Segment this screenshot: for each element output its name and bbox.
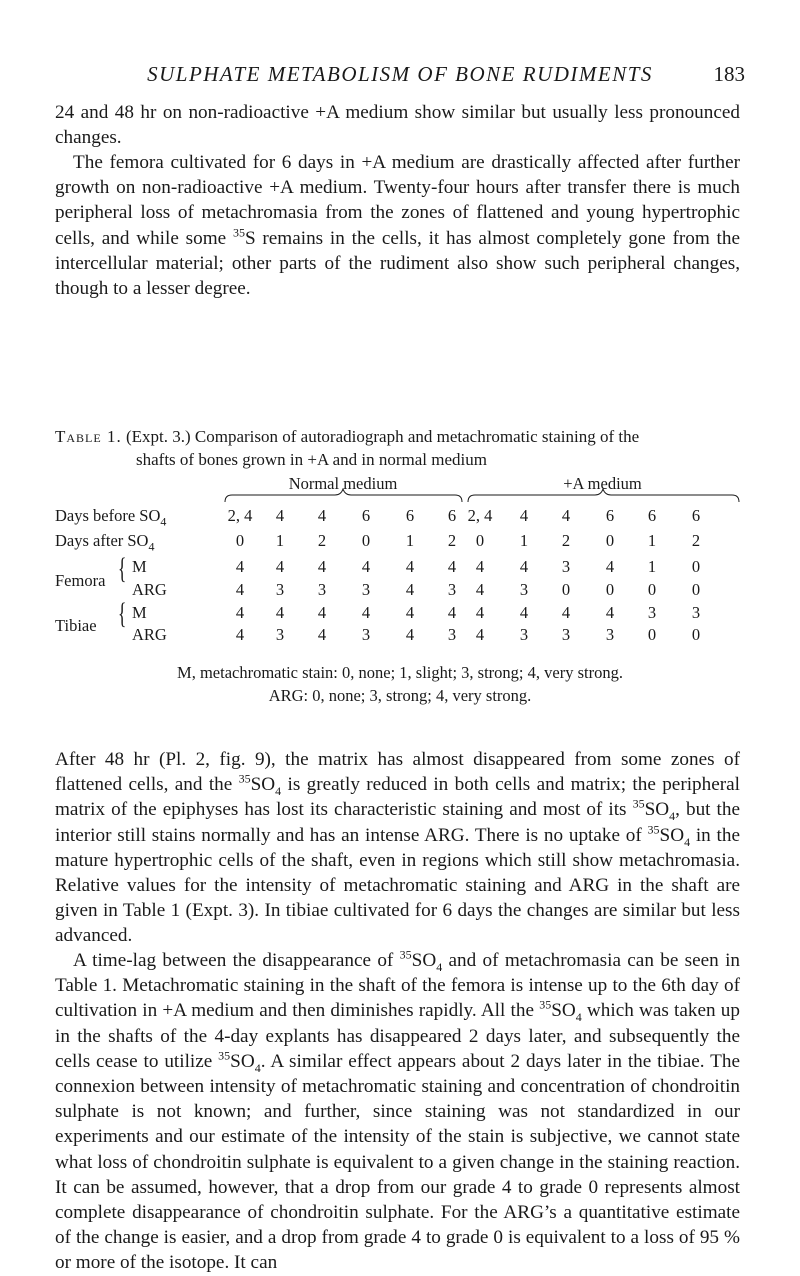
running-title: SULPHATE METABOLISM OF BONE RUDIMENTS	[147, 62, 653, 86]
cell-days-before: 4	[561, 506, 571, 525]
group-header-normal-medium: Normal medium	[288, 474, 398, 493]
group-brackets	[0, 488, 800, 504]
cell-femora-arg: 3	[317, 580, 327, 599]
cell-days-before: 4	[275, 506, 285, 525]
isotope-superscript: 35	[632, 797, 645, 812]
cell-tibiae-m: 4	[475, 603, 485, 622]
cell-femora-arg: 3	[447, 580, 457, 599]
cell-days-before: 2, 4	[227, 506, 253, 525]
cell-tibiae-m: 4	[561, 603, 571, 622]
row-label-text: Days before SO	[55, 506, 161, 525]
cell-femora-arg: 0	[605, 580, 615, 599]
isotope-superscript: 35	[647, 822, 660, 837]
cell-days-before: 6	[447, 506, 457, 525]
group-header-plus-a-medium: +A medium	[563, 474, 642, 493]
cell-days-before: 6	[691, 506, 701, 525]
table-note-m: M, metachromatic stain: 0, none; 1, slight; 3, strong; 4, very strong.	[177, 663, 623, 682]
paragraph-femora-6-days	[55, 150, 740, 301]
cell-days-after: 2	[691, 531, 701, 550]
text-run: SO	[411, 950, 437, 971]
paragraph-text: 24 and 48 hr on non-radioactive +A medium show similar but usually less pronounced changes.	[55, 102, 740, 149]
cell-tibiae-arg: 3	[605, 625, 615, 644]
cell-days-after: 2	[317, 531, 327, 550]
cell-days-before: 6	[405, 506, 415, 525]
cell-tibiae-m: 3	[647, 603, 657, 622]
cell-days-after: 1	[275, 531, 285, 550]
subscript: 4	[684, 834, 691, 849]
table-note-arg: ARG: 0, none; 3, strong; 4, very strong.	[268, 686, 532, 705]
tibiae-m-label: M	[132, 603, 147, 622]
subscript: 4	[436, 959, 443, 974]
paragraph-time-lag	[55, 948, 740, 1276]
cell-days-before: 6	[605, 506, 615, 525]
cell-tibiae-m: 4	[405, 603, 415, 622]
brace-tibiae: {	[117, 597, 127, 630]
cell-femora-m: 0	[691, 557, 701, 576]
bracket-plus-a-medium	[468, 489, 739, 502]
text-run: , but the interior still stains normally and has an intense ARG. There is no uptake of	[55, 799, 740, 846]
row-label-femora: Femora	[55, 571, 106, 590]
text-run: which was taken up in the shafts of the 4-day explants has disappeared 2 days later, and subsequently the cells cease to utilize	[55, 1000, 740, 1072]
cell-days-after: 1	[647, 531, 657, 550]
cell-tibiae-arg: 4	[475, 625, 485, 644]
isotope-superscript: 35	[238, 771, 251, 786]
cell-femora-arg: 3	[519, 580, 529, 599]
caption-line-1: (Expt. 3.) Comparison of autoradiograph and metachromatic staining of the	[125, 427, 640, 446]
isotope-superscript: 35	[232, 225, 245, 240]
text-run: SO	[644, 799, 670, 821]
isotope-superscript: 35	[399, 947, 412, 962]
table-label: Table 1.	[55, 427, 122, 446]
results-table	[0, 474, 800, 734]
cell-days-after: 0	[605, 531, 615, 550]
cell-days-before: 6	[361, 506, 371, 525]
subscript: 4	[669, 809, 676, 824]
cell-tibiae-arg: 0	[647, 625, 657, 644]
text-run: and of metachromasia can be seen in Table 1. Metachromatic staining in the shaft of the femora is intense up to the 6th day of cultivation in +A medium and then diminishes rapidly. All the	[55, 950, 740, 1022]
paragraph-48-hr	[55, 747, 740, 949]
cell-femora-m: 4	[475, 557, 485, 576]
cell-days-before: 2, 4	[467, 506, 493, 525]
cell-tibiae-m: 4	[235, 603, 245, 622]
text-run: S remains in the cells, it has almost completely gone from the intercellular material; other parts of the rudiment also show such peripheral changes, though to a lesser degree.	[55, 227, 740, 300]
cell-femora-m: 4	[519, 557, 529, 576]
brace-femora: {	[117, 552, 127, 585]
isotope-superscript: 35	[539, 998, 552, 1013]
cell-days-before: 4	[317, 506, 327, 525]
text-run: The femora cultivated for 6 days in +A medium are drastically affected after further growth on non-radioactive +A medium. Twenty-four hours after transfer there is much peripheral loss of metachromasia from the zones of flattened and young hypertrophic cells, and while some	[55, 152, 740, 249]
subscript: 4	[148, 539, 155, 554]
cell-tibiae-m: 4	[605, 603, 615, 622]
row-label-days-after	[55, 531, 155, 554]
running-head	[0, 62, 800, 92]
cell-days-after: 2	[561, 531, 571, 550]
cell-femora-arg: 3	[275, 580, 285, 599]
table-caption	[55, 425, 740, 471]
row-label-tibiae: Tibiae	[55, 616, 97, 635]
caption-line-2: shafts of bones grown in +A and in normal medium	[136, 450, 487, 469]
cell-femora-arg: 3	[361, 580, 371, 599]
cell-tibiae-arg: 0	[691, 625, 701, 644]
cell-tibiae-arg: 3	[275, 625, 285, 644]
cell-days-after: 2	[447, 531, 457, 550]
cell-tibiae-m: 4	[447, 603, 457, 622]
cell-tibiae-arg: 3	[361, 625, 371, 644]
subscript: 4	[275, 784, 282, 799]
paragraph-continuation	[55, 100, 740, 150]
subscript: 4	[575, 1010, 582, 1025]
cell-days-after: 1	[519, 531, 529, 550]
cell-tibiae-m: 4	[275, 603, 285, 622]
femora-m-label: M	[132, 557, 147, 576]
cell-tibiae-arg: 3	[447, 625, 457, 644]
text-run: A time-lag between the disappearance of	[73, 950, 400, 971]
subscript: 4	[254, 1060, 261, 1075]
cell-tibiae-m: 4	[317, 603, 327, 622]
cell-femora-arg: 0	[691, 580, 701, 599]
text-run: SO	[250, 774, 276, 796]
cell-tibiae-arg: 3	[561, 625, 571, 644]
cell-days-after: 0	[235, 531, 245, 550]
cell-femora-m: 4	[605, 557, 615, 576]
cell-femora-arg: 0	[647, 580, 657, 599]
text-run: in the mature hypertrophic cells of the shaft, even in regions which still show metachromasia. Relative values for the intensity of metachromatic staining and ARG in the shaft are given in Table 1 (Expt. 3). In tibiae cultivated for 6 days the changes are similar but less advanced.	[55, 824, 740, 947]
cell-days-after: 0	[361, 531, 371, 550]
cell-femora-m: 4	[361, 557, 371, 576]
cell-tibiae-arg: 4	[405, 625, 415, 644]
cell-tibiae-m: 4	[361, 603, 371, 622]
cell-femora-arg: 0	[561, 580, 571, 599]
cell-tibiae-arg: 3	[519, 625, 529, 644]
cell-days-before: 4	[519, 506, 529, 525]
text-run: SO	[659, 824, 685, 846]
cell-femora-m: 4	[405, 557, 415, 576]
cell-days-after: 0	[475, 531, 485, 550]
cell-femora-arg: 4	[475, 580, 485, 599]
text-run: SO	[551, 1000, 576, 1022]
text-run: is greatly reduced in both cells and matrix; the peripheral matrix of the epiphyses has lost its characteristic staining and most of its	[55, 774, 740, 821]
cell-tibiae-m: 3	[691, 603, 701, 622]
row-label-text: Days after SO	[55, 531, 149, 550]
subscript: 4	[160, 514, 167, 529]
femora-arg-label: ARG	[132, 580, 167, 599]
row-label-days-before	[55, 506, 167, 529]
cell-femora-m: 3	[561, 557, 571, 576]
cell-femora-m: 4	[275, 557, 285, 576]
cell-femora-arg: 4	[405, 580, 415, 599]
cell-femora-m: 4	[317, 557, 327, 576]
text-run: After 48 hr (Pl. 2, fig. 9), the matrix has almost disappeared from some zones of flattened cells, and the	[55, 749, 740, 796]
cell-femora-m: 4	[235, 557, 245, 576]
cell-days-after: 1	[405, 531, 415, 550]
cell-tibiae-arg: 4	[235, 625, 245, 644]
cell-femora-m: 1	[647, 557, 657, 576]
tibiae-arg-label: ARG	[132, 625, 167, 644]
text-run: . A similar effect appears about 2 days later in the tibiae. The connexion between intensity of metachromatic staining and concentration of chondroitin sulphate is not known; and further, since staining was not standardized in our experiments and our estimate of the intensity of the stain is subjective, we cannot state what loss of chondroitin sulphate is equivalent to a given change in the staining reaction. It can be assumed, however, that a drop from our grade 4 to grade 0 represents almost complete disappearance of chondroitin sulphate. For the ARG’s a quantitative estimate of the change is easier, and a drop from grade 4 to grade 0 is equivalent to a loss of 95 % or more of the isotope. It can	[55, 1050, 740, 1274]
cell-tibiae-m: 4	[519, 603, 529, 622]
isotope-superscript: 35	[218, 1048, 231, 1063]
cell-days-before: 6	[647, 506, 657, 525]
cell-tibiae-arg: 4	[317, 625, 327, 644]
page-number: 183	[713, 62, 745, 86]
cell-femora-arg: 4	[235, 580, 245, 599]
text-run: SO	[230, 1050, 255, 1072]
bracket-normal-medium	[225, 489, 462, 502]
cell-femora-m: 4	[447, 557, 457, 576]
